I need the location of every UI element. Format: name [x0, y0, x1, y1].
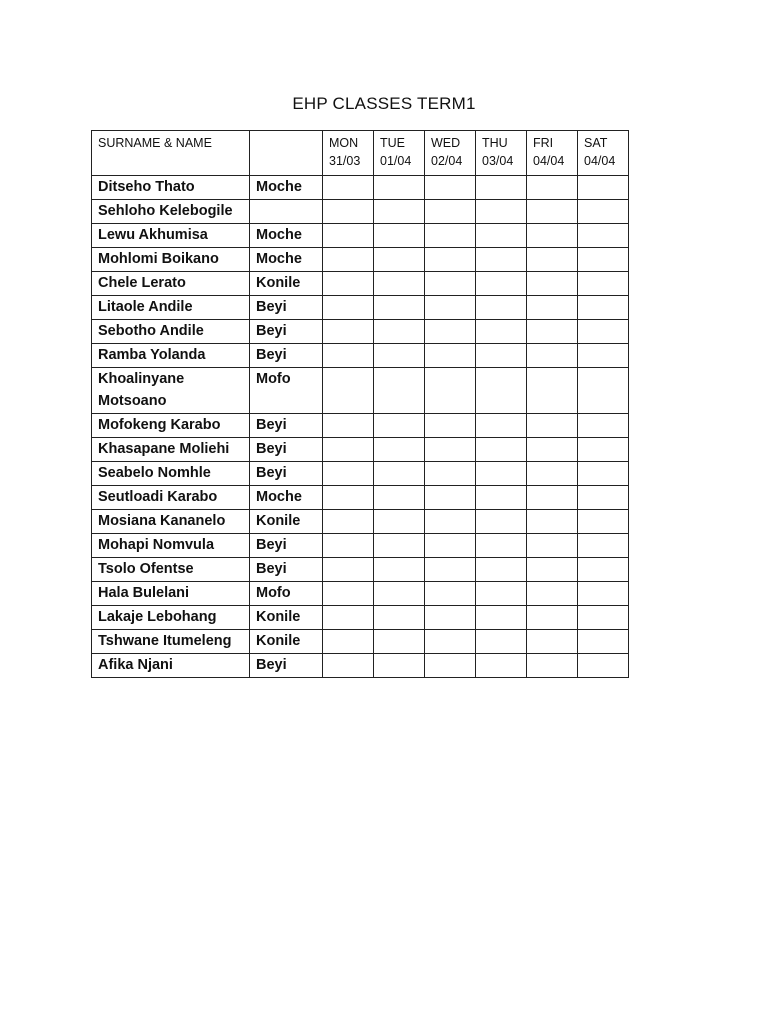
student-name-cell: Sehloho Kelebogile — [92, 200, 250, 224]
header-day-sat — [578, 131, 629, 176]
table-row — [92, 606, 629, 630]
attendance-cell — [476, 248, 527, 272]
attendance-cell — [374, 654, 425, 678]
attendance-cell — [323, 510, 374, 534]
attendance-cell — [476, 462, 527, 486]
attendance-cell — [578, 654, 629, 678]
attendance-cell — [527, 462, 578, 486]
student-name-cell: Tshwane Itumeleng — [92, 630, 250, 654]
attendance-cell — [374, 296, 425, 320]
attendance-cell — [476, 558, 527, 582]
table-row — [92, 200, 629, 224]
attendance-cell — [374, 248, 425, 272]
table-row — [92, 296, 629, 320]
attendance-cell — [527, 510, 578, 534]
student-name-cell: Seutloadi Karabo — [92, 486, 250, 510]
student-group-cell: Beyi — [250, 438, 323, 462]
attendance-cell — [374, 462, 425, 486]
attendance-cell — [425, 630, 476, 654]
attendance-cell — [323, 176, 374, 200]
attendance-cell — [476, 606, 527, 630]
attendance-cell — [476, 224, 527, 248]
student-name-cell: Sebotho Andile — [92, 320, 250, 344]
student-name-cell: Lewu Akhumisa — [92, 224, 250, 248]
attendance-cell — [425, 368, 476, 414]
student-group-cell: Moche — [250, 486, 323, 510]
table-row — [92, 414, 629, 438]
table-row — [92, 462, 629, 486]
attendance-cell — [476, 414, 527, 438]
student-group-cell: Moche — [250, 248, 323, 272]
attendance-cell — [476, 272, 527, 296]
attendance-cell — [374, 486, 425, 510]
table-row — [92, 510, 629, 534]
student-name-cell: Litaole Andile — [92, 296, 250, 320]
attendance-cell — [374, 510, 425, 534]
attendance-cell — [323, 486, 374, 510]
attendance-cell — [374, 272, 425, 296]
student-name-cell: Lakaje Lebohang — [92, 606, 250, 630]
student-name-cell: Mohlomi Boikano — [92, 248, 250, 272]
header-day-fri — [527, 131, 578, 176]
attendance-cell — [476, 510, 527, 534]
header-day-thu — [476, 131, 527, 176]
attendance-cell — [578, 510, 629, 534]
attendance-cell — [527, 200, 578, 224]
student-name-cell: Chele Lerato — [92, 272, 250, 296]
attendance-cell — [578, 582, 629, 606]
attendance-cell — [323, 558, 374, 582]
document-title: EHP CLASSES TERM1 — [292, 94, 476, 113]
attendance-cell — [578, 224, 629, 248]
table-row — [92, 654, 629, 678]
attendance-cell — [578, 438, 629, 462]
attendance-cell — [374, 224, 425, 248]
table-row — [92, 272, 629, 296]
table-row — [92, 320, 629, 344]
table-row — [92, 486, 629, 510]
attendance-cell — [374, 320, 425, 344]
day-date: 02/04 — [431, 154, 463, 168]
attendance-cell — [578, 248, 629, 272]
student-name-cell: Mohapi Nomvula — [92, 534, 250, 558]
day-label: SAT — [584, 136, 608, 150]
attendance-cell — [323, 248, 374, 272]
student-name-cell: Ramba Yolanda — [92, 344, 250, 368]
attendance-cell — [425, 486, 476, 510]
attendance-cell — [578, 320, 629, 344]
attendance-cell — [323, 606, 374, 630]
attendance-cell — [374, 558, 425, 582]
table-row — [92, 534, 629, 558]
student-group-cell: Mofo — [250, 582, 323, 606]
attendance-cell — [527, 606, 578, 630]
table-row — [92, 344, 629, 368]
day-date: 04/04 — [584, 154, 616, 168]
attendance-cell — [374, 414, 425, 438]
attendance-cell — [425, 272, 476, 296]
attendance-cell — [527, 534, 578, 558]
attendance-cell — [527, 414, 578, 438]
table-row — [92, 368, 629, 414]
attendance-cell — [323, 414, 374, 438]
attendance-cell — [323, 534, 374, 558]
attendance-cell — [476, 630, 527, 654]
attendance-cell — [527, 344, 578, 368]
attendance-cell — [323, 224, 374, 248]
day-date: 03/04 — [482, 154, 514, 168]
attendance-cell — [578, 296, 629, 320]
attendance-cell — [527, 176, 578, 200]
student-name-cell: Afika Njani — [92, 654, 250, 678]
student-name-cell: Ditseho Thato — [92, 176, 250, 200]
attendance-cell — [425, 344, 476, 368]
attendance-cell — [425, 200, 476, 224]
attendance-cell — [425, 414, 476, 438]
header-day-mon — [323, 131, 374, 176]
attendance-cell — [374, 438, 425, 462]
attendance-cell — [527, 224, 578, 248]
attendance-cell — [323, 200, 374, 224]
header-day-tue — [374, 131, 425, 176]
attendance-cell — [323, 630, 374, 654]
attendance-cell — [578, 272, 629, 296]
table-row — [92, 630, 629, 654]
attendance-cell — [425, 606, 476, 630]
attendance-cell — [374, 534, 425, 558]
student-name-cell: Khasapane Moliehi — [92, 438, 250, 462]
attendance-cell — [425, 510, 476, 534]
student-group-cell: Beyi — [250, 654, 323, 678]
attendance-cell — [527, 248, 578, 272]
table-row — [92, 176, 629, 200]
attendance-cell — [425, 248, 476, 272]
attendance-cell — [323, 462, 374, 486]
attendance-cell — [527, 486, 578, 510]
attendance-cell — [323, 438, 374, 462]
table-row — [92, 582, 629, 606]
header-day-wed — [425, 131, 476, 176]
attendance-cell — [578, 558, 629, 582]
attendance-cell — [374, 630, 425, 654]
attendance-cell — [425, 582, 476, 606]
table-row — [92, 224, 629, 248]
attendance-cell — [323, 320, 374, 344]
day-date: 31/03 — [329, 154, 361, 168]
attendance-cell — [578, 414, 629, 438]
day-label: MON — [329, 136, 359, 150]
attendance-cell — [476, 534, 527, 558]
attendance-cell — [374, 582, 425, 606]
student-name-cell: Hala Bulelani — [92, 582, 250, 606]
student-group-cell: Beyi — [250, 320, 323, 344]
attendance-cell — [425, 296, 476, 320]
attendance-cell — [476, 438, 527, 462]
student-group-cell: Beyi — [250, 534, 323, 558]
attendance-cell — [374, 200, 425, 224]
attendance-cell — [476, 200, 527, 224]
attendance-cell — [476, 486, 527, 510]
attendance-table — [91, 130, 629, 678]
attendance-cell — [374, 176, 425, 200]
attendance-cell — [374, 368, 425, 414]
attendance-cell — [476, 582, 527, 606]
attendance-cell — [476, 344, 527, 368]
attendance-cell — [527, 582, 578, 606]
header-group — [250, 131, 323, 176]
student-group-cell: Konile — [250, 272, 323, 296]
student-name-cell: Tsolo Ofentse — [92, 558, 250, 582]
attendance-cell — [527, 630, 578, 654]
attendance-cell — [425, 558, 476, 582]
student-name-cell: Seabelo Nomhle — [92, 462, 250, 486]
attendance-cell — [323, 582, 374, 606]
student-group-cell: Konile — [250, 606, 323, 630]
attendance-cell — [425, 176, 476, 200]
student-group-cell: Moche — [250, 176, 323, 200]
student-group-cell: Konile — [250, 630, 323, 654]
attendance-cell — [578, 176, 629, 200]
attendance-cell — [527, 368, 578, 414]
attendance-cell — [476, 296, 527, 320]
table-row — [92, 438, 629, 462]
day-label: THU — [482, 136, 508, 150]
attendance-cell — [578, 368, 629, 414]
attendance-cell — [476, 654, 527, 678]
attendance-cell — [323, 344, 374, 368]
attendance-cell — [323, 296, 374, 320]
attendance-cell — [527, 320, 578, 344]
attendance-cell — [578, 486, 629, 510]
header-surname-name: SURNAME & NAME — [92, 131, 250, 176]
attendance-cell — [527, 438, 578, 462]
student-group-cell: Beyi — [250, 344, 323, 368]
day-label: WED — [431, 136, 461, 150]
attendance-cell — [476, 320, 527, 344]
attendance-cell — [323, 272, 374, 296]
student-group-cell — [250, 200, 323, 224]
attendance-cell — [425, 224, 476, 248]
day-date: 04/04 — [533, 154, 565, 168]
table-row — [92, 558, 629, 582]
attendance-cell — [323, 368, 374, 414]
attendance-cell — [425, 462, 476, 486]
student-name-cell: Mofokeng Karabo — [92, 414, 250, 438]
student-group-cell: Mofo — [250, 368, 323, 414]
table-row — [92, 248, 629, 272]
attendance-cell — [374, 344, 425, 368]
attendance-cell — [476, 368, 527, 414]
student-group-cell: Beyi — [250, 296, 323, 320]
student-group-cell: Beyi — [250, 558, 323, 582]
table-header-row — [92, 131, 629, 176]
attendance-cell — [527, 296, 578, 320]
student-name-cell: Khoalinyane Motsoano — [92, 368, 250, 414]
attendance-cell — [425, 438, 476, 462]
attendance-cell — [527, 558, 578, 582]
attendance-cell — [578, 534, 629, 558]
attendance-cell — [323, 654, 374, 678]
attendance-cell — [476, 176, 527, 200]
day-label: FRI — [533, 136, 554, 150]
student-group-cell: Moche — [250, 224, 323, 248]
day-label: TUE — [380, 136, 405, 150]
attendance-cell — [527, 272, 578, 296]
attendance-cell — [578, 606, 629, 630]
attendance-cell — [425, 320, 476, 344]
attendance-cell — [374, 606, 425, 630]
attendance-cell — [527, 654, 578, 678]
attendance-cell — [578, 462, 629, 486]
student-name-cell: Mosiana Kananelo — [92, 510, 250, 534]
student-group-cell: Beyi — [250, 462, 323, 486]
attendance-cell — [425, 534, 476, 558]
attendance-cell — [578, 200, 629, 224]
student-group-cell: Beyi — [250, 414, 323, 438]
attendance-cell — [578, 630, 629, 654]
student-group-cell: Konile — [250, 510, 323, 534]
attendance-cell — [425, 654, 476, 678]
attendance-cell — [578, 344, 629, 368]
day-date: 01/04 — [380, 154, 412, 168]
